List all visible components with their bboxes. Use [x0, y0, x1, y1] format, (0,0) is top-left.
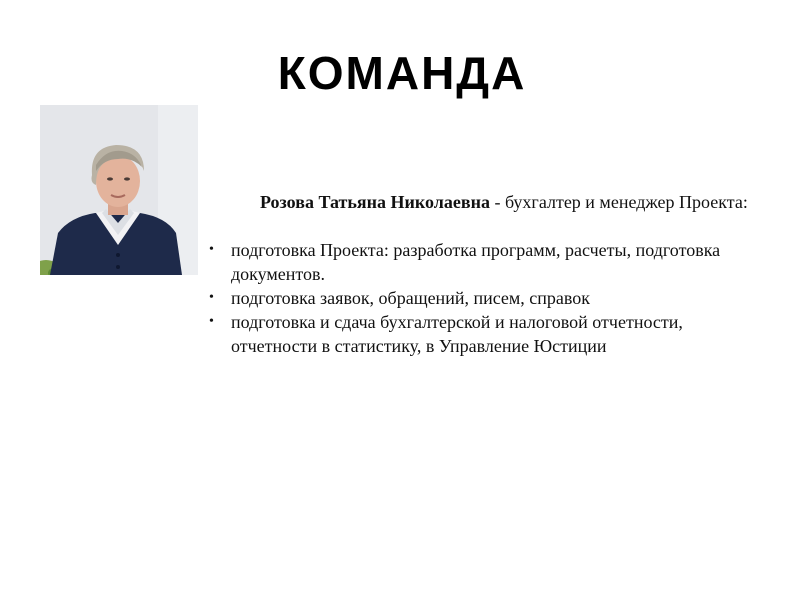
person-photo [40, 105, 198, 275]
slide-title: КОМАНДА [277, 47, 527, 99]
person-name: Розова Татьяна Николаевна [260, 192, 490, 212]
duty-text: подготовка и сдача бухгалтерской и налоговой отчетности, отчетности в статистику, в Управление Юстиции [231, 312, 683, 356]
list-item [205, 286, 765, 310]
person-role: - бухгалтер и менеджер Проекта: [489, 192, 748, 212]
list-item [205, 310, 765, 358]
person-description [205, 190, 765, 358]
bullet-icon: • [209, 242, 214, 257]
list-item [205, 238, 765, 286]
duty-text: подготовка Проекта: разработка программ, расчеты, подготовка документов. [231, 240, 721, 284]
duty-text: подготовка заявок, обращений, писем, справок [231, 288, 591, 308]
bullet-icon: • [209, 290, 214, 305]
portrait-photo-icon [40, 105, 198, 275]
person-intro [205, 190, 765, 214]
duties-list [205, 238, 765, 358]
bullet-icon: • [209, 314, 214, 329]
